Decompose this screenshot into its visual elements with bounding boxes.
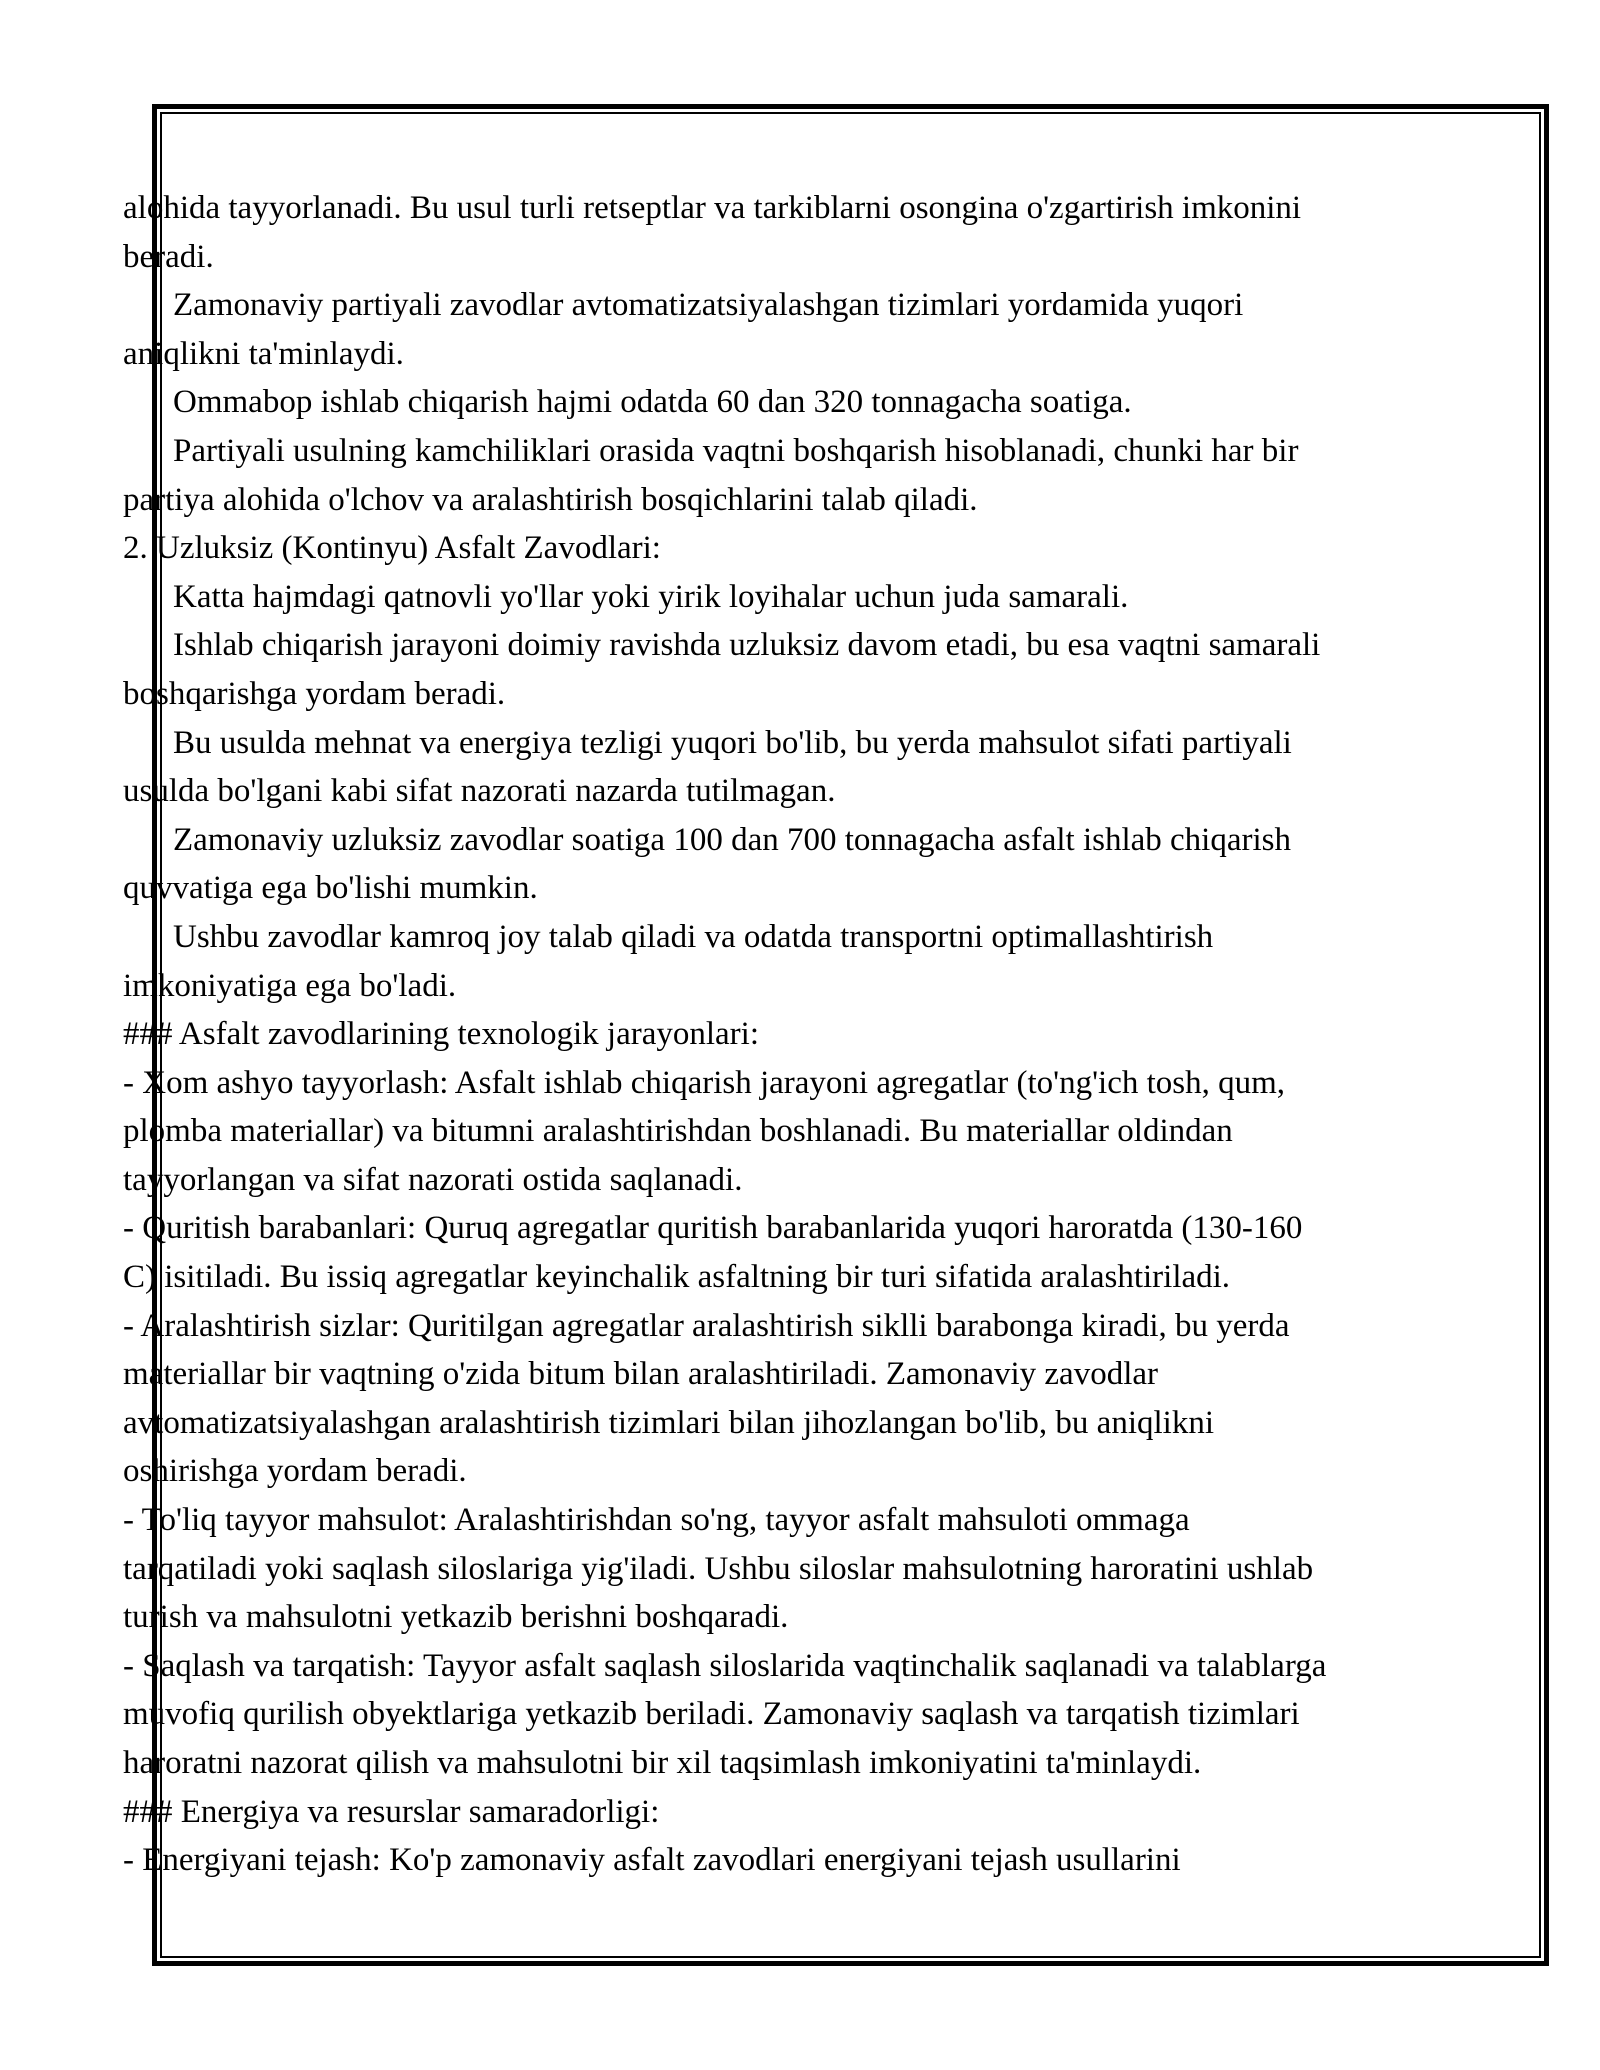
text-line: usulda bo'lgani kabi sifat nazorati nazarda tutilmagan. [123, 773, 836, 810]
text-line: avtomatizatsiyalashgan aralashtirish tizimlari bilan jihozlangan bo'lib, bu aniqlikni [123, 1404, 1214, 1441]
list-item: - Energiyani tejash: Ko'p zamonaviy asfalt zavodlari energiyani tejash usullarini [123, 1842, 1181, 1879]
bullet-line: Zamonaviy partiyali zavodlar avtomatizatsiyalashgan tizimlari yordamida yuqori [173, 287, 1244, 324]
text-line: materiallar bir vaqtning o'zida bitum bilan aralashtiriladi. Zamonaviy zavodlar [123, 1356, 1159, 1393]
list-item: - Aralashtirish sizlar: Quritilgan agregatlar aralashtirish siklli barabonga kiradi, bu yerda [123, 1307, 1290, 1344]
text-line: oshirishga yordam beradi. [123, 1453, 467, 1490]
text-line: muvofiq qurilish obyektlariga yetkazib beriladi. Zamonaviy saqlash va tarqatish tizimlari [123, 1696, 1300, 1733]
section-heading: ### Energiya va resurslar samaradorligi: [123, 1793, 660, 1830]
list-item: - Quritish barabanlari: Quruq agregatlar quritish barabanlarida yuqori haroratda (130-160 [123, 1210, 1303, 1247]
list-item: - To'liq tayyor mahsulot: Aralashtirishdan so'ng, tayyor asfalt mahsuloti ommaga [123, 1502, 1190, 1539]
list-item: - Xom ashyo tayyorlash: Asfalt ishlab chiqarish jarayoni agregatlar (to'ng'ich tosh, qum, [123, 1064, 1286, 1101]
text-line: alohida tayyorlanadi. Bu usul turli retseptlar va tarkiblarni osongina o'zgartirish imkonini [123, 190, 1302, 226]
section-heading: 2. Uzluksiz (Kontinyu) Asfalt Zavodlari: [123, 530, 661, 567]
bullet-line: Ishlab chiqarish jarayoni doimiy ravishda uzluksiz davom etadi, bu esa vaqtni samarali [173, 627, 1321, 664]
text-line: haroratni nazorat qilish va mahsulotni bir xil taqsimlash imkoniyatini ta'minlaydi. [123, 1745, 1202, 1781]
bullet-line: Katta hajmdagi qatnovli yo'llar yoki yirik loyihalar uchun juda samarali. [173, 578, 1129, 615]
bullet-line: Zamonaviy uzluksiz zavodlar soatiga 100 dan 700 tonnagacha asfalt ishlab chiqarish [173, 821, 1291, 858]
text-line: turish va mahsulotni yetkazib berishni boshqaradi. [123, 1599, 789, 1636]
text-line: tarqatiladi yoki saqlash siloslariga yig'iladi. Ushbu siloslar mahsulotning haroratini ushlab [123, 1550, 1314, 1587]
text-line: quvvatiga ega bo'lishi mumkin. [123, 870, 538, 907]
text-line: imkoniyatiga ega bo'ladi. [123, 967, 457, 1004]
text-line: aniqlikni ta'minlaydi. [123, 335, 404, 372]
bullet-line: Bu usulda mehnat va energiya tezligi yuqori bo'lib, bu yerda mahsulot sifati partiyali [173, 724, 1292, 761]
bullet-line: Ommabop ishlab chiqarish hajmi odatda 60 dan 320 tonnagacha soatiga. [173, 384, 1132, 421]
text-line: boshqarishga yordam beradi. [123, 675, 506, 712]
document-body [123, 184, 1473, 1885]
list-item: - Saqlash va tarqatish: Tayyor asfalt saqlash siloslarida vaqtinchalik saqlanadi va talablarga [123, 1647, 1327, 1684]
bullet-line: Partiyali usulning kamchiliklari orasida vaqtni boshqarish hisoblanadi, chunki har bir [173, 432, 1299, 469]
text-line: beradi. [123, 238, 214, 275]
text-line: tayyorlangan va sifat nazorati ostida saqlanadi. [123, 1161, 743, 1198]
bullet-line: Ushbu zavodlar kamroq joy talab qiladi va odatda transportni optimallashtirish [173, 918, 1214, 955]
text-line: partiya alohida o'lchov va aralashtirish bosqichlarini talab qiladi. [123, 481, 978, 518]
text-line: plomba materiallar) va bitumni aralashtirishdan boshlanadi. Bu materiallar oldindan [123, 1113, 1233, 1150]
text-line: C) isitiladi. Bu issiq agregatlar keyinchalik asfaltning bir turi sifatida aralashtiriladi. [123, 1259, 1231, 1296]
section-heading: ### Asfalt zavodlarining texnologik jarayonlari: [123, 1016, 760, 1053]
